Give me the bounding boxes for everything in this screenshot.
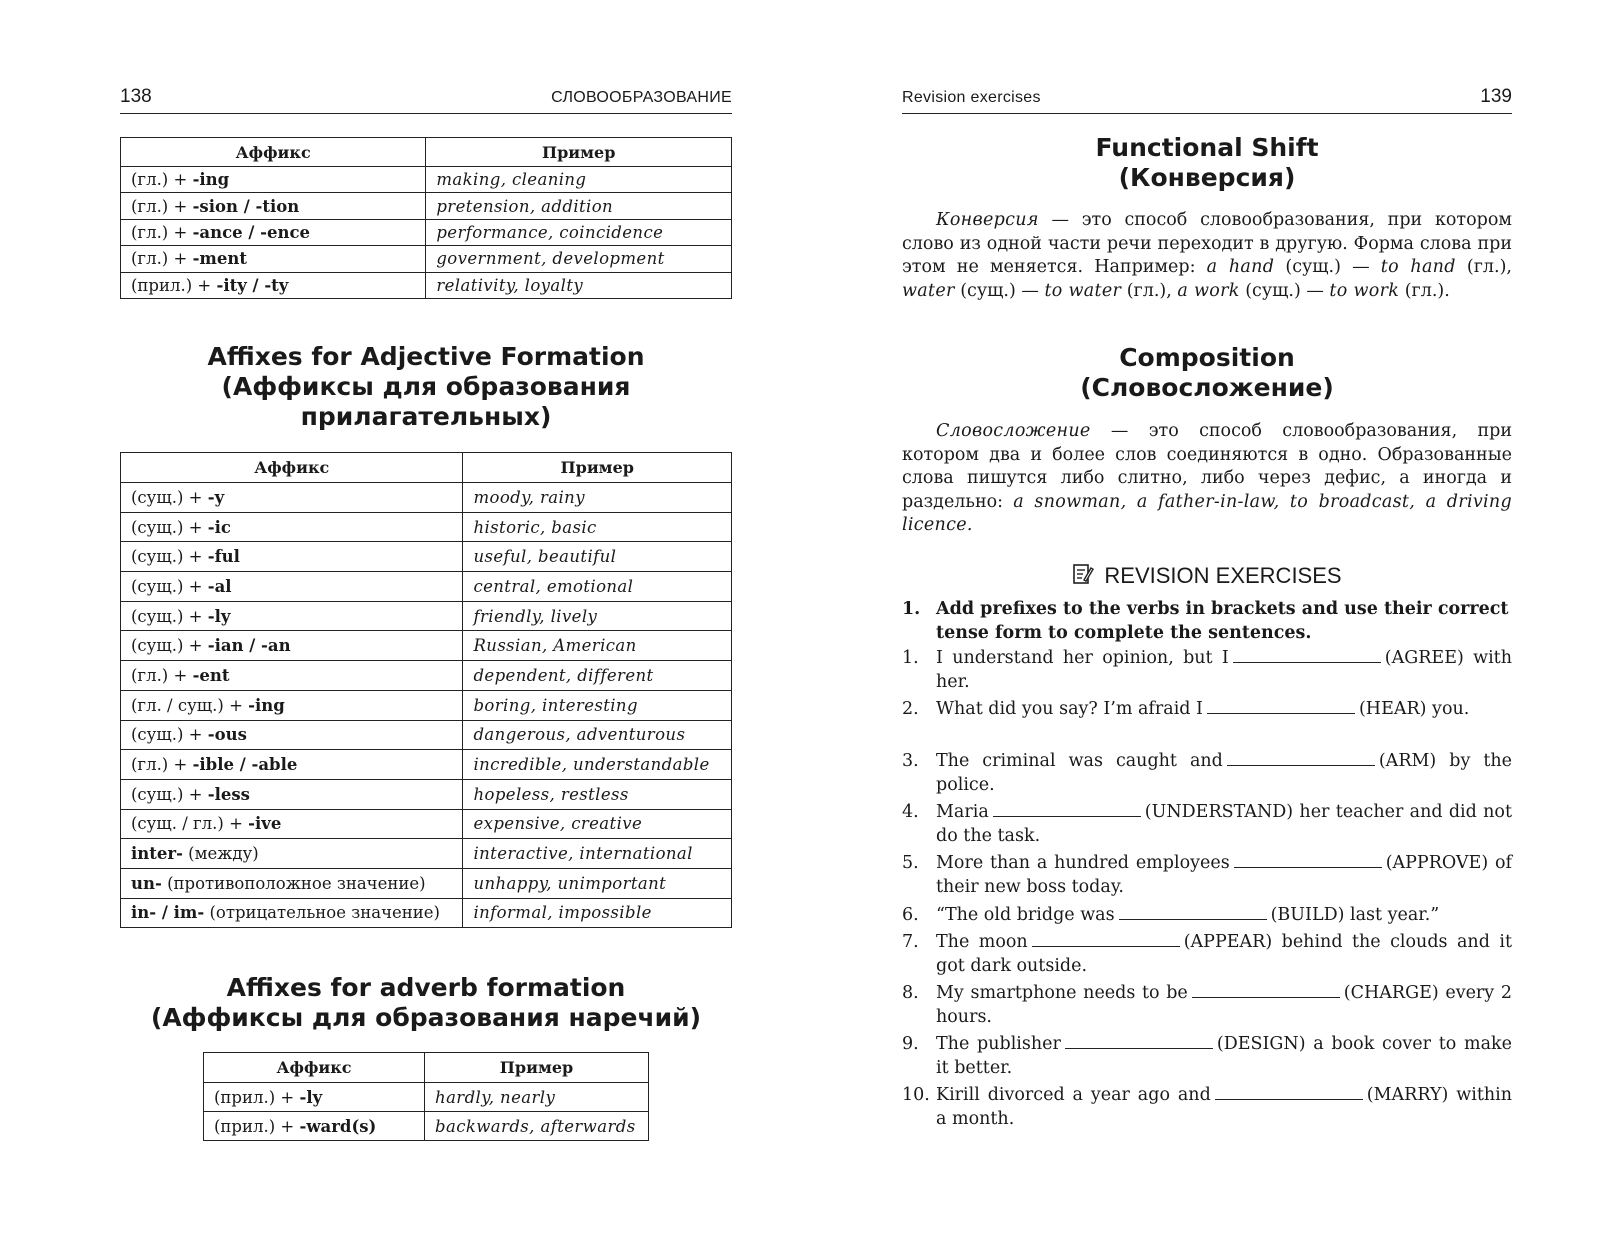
- noun-affix-table: [120, 137, 732, 299]
- answer-blank[interactable]: [1233, 647, 1381, 663]
- table-body: [204, 1083, 649, 1141]
- example-cell: government, development: [426, 246, 732, 272]
- affix: -ward(s): [299, 1116, 377, 1136]
- affix-cell: [121, 193, 426, 219]
- table-row: [121, 483, 732, 513]
- task-instruction: [902, 598, 1512, 645]
- affix-cell: [121, 483, 463, 513]
- example-cell: making, cleaning: [426, 167, 732, 193]
- example-cell: performance, coincidence: [426, 219, 732, 245]
- answer-blank[interactable]: [1227, 750, 1375, 766]
- example-cell: friendly, lively: [463, 601, 732, 631]
- answer-blank[interactable]: [1119, 904, 1267, 920]
- example: a hand: [1206, 257, 1275, 277]
- affix-base: (прил.) +: [214, 1087, 300, 1107]
- exercise-number: 5.: [902, 853, 919, 873]
- composition-paragraph: [902, 420, 1512, 538]
- affix: -ic: [207, 517, 231, 537]
- affix: -ian / -an: [207, 636, 291, 656]
- affix-base: (гл.) +: [131, 170, 193, 190]
- affix-cell: [121, 690, 463, 720]
- table-row: [121, 868, 732, 898]
- affix: -ible / -able: [192, 755, 298, 775]
- exercise-item: [902, 852, 1512, 899]
- affix-cell: [121, 167, 426, 193]
- running-title: Revision exercises: [902, 89, 1041, 106]
- affix: -ing: [248, 695, 285, 715]
- table-body: [121, 167, 732, 299]
- term: Конверсия: [936, 210, 1039, 230]
- exercise-text: [936, 647, 1512, 694]
- example-cell: useful, beautiful: [463, 542, 732, 572]
- answer-blank[interactable]: [1192, 982, 1340, 998]
- affix-cell: [121, 898, 463, 928]
- sentence-start: Maria: [936, 802, 989, 822]
- table-row: [121, 898, 732, 928]
- page-number: 139: [1480, 86, 1512, 107]
- affix: -ing: [192, 170, 230, 190]
- answer-blank[interactable]: [1215, 1084, 1363, 1100]
- exercise-text: [936, 698, 1512, 722]
- paragraph-text: (сущ.) —: [954, 280, 1045, 301]
- example-cell: incredible, understandable: [463, 750, 732, 780]
- composition-title: [902, 343, 1512, 403]
- exercise-number: 7.: [902, 932, 919, 952]
- affix-base: (сущ.) +: [131, 547, 208, 567]
- table-header: Аффикс: [121, 453, 463, 483]
- exercise-number: 3.: [902, 751, 919, 771]
- example-cell: expensive, creative: [463, 809, 732, 839]
- affix-base: (гл. / сущ.) +: [131, 695, 249, 715]
- exercise-text: [936, 904, 1512, 928]
- affix: -ment: [192, 249, 247, 269]
- sentence-start: The criminal was caught and: [936, 751, 1223, 771]
- table-row: [121, 779, 732, 809]
- sentence-start: What did you say? I’m afraid I: [936, 699, 1203, 719]
- task-number: 1.: [902, 599, 921, 619]
- exercise-item: [902, 801, 1512, 848]
- sentence-start: More than a hundred employees: [936, 853, 1230, 873]
- affix-cell: [121, 750, 463, 780]
- table-row: [121, 167, 732, 193]
- example-cell: central, emotional: [463, 572, 732, 602]
- affix-cell: [121, 601, 463, 631]
- table-header: Пример: [425, 1053, 649, 1083]
- affix: un-: [131, 873, 162, 893]
- note-pencil-icon: [1072, 562, 1094, 592]
- table-row: [121, 246, 732, 272]
- example: water: [902, 280, 955, 301]
- example: a work: [1177, 280, 1240, 301]
- exercise-item: [902, 698, 1512, 722]
- example-cell: interactive, international: [463, 839, 732, 869]
- revision-exercises-heading: [902, 562, 1512, 592]
- sentence-start: The publisher: [936, 1034, 1061, 1054]
- example-cell: hopeless, restless: [463, 779, 732, 809]
- example-cell: unhappy, unimportant: [463, 868, 732, 898]
- affix-cell: [121, 631, 463, 661]
- example: to water: [1044, 280, 1122, 301]
- affix-base: (сущ.) +: [131, 487, 208, 507]
- table-row: [121, 661, 732, 691]
- paragraph-text: (сущ.) —: [1274, 257, 1381, 277]
- affix-cell: [121, 779, 463, 809]
- table-row: [121, 690, 732, 720]
- title-en: Affixes for adverb formation: [226, 973, 626, 1002]
- adjective-section-title: [120, 342, 732, 432]
- affix-base: (сущ.) +: [131, 725, 208, 745]
- exercise-item: [902, 750, 1512, 797]
- sentence-end: (CHARGE) every 2 hours.: [936, 983, 1512, 1027]
- affix-base: (сущ.) +: [131, 636, 208, 656]
- table-row: [121, 839, 732, 869]
- sentence-end: (APPROVE) of their new boss today.: [936, 853, 1512, 897]
- affix-base: (гл.) +: [131, 249, 193, 269]
- example-cell: boring, interesting: [463, 690, 732, 720]
- exercise-number: 4.: [902, 802, 919, 822]
- exercise-text: [936, 982, 1512, 1029]
- paragraph-text: (гл.),: [1455, 257, 1512, 277]
- title-ru: (Аффиксы для образования наречий): [150, 1003, 702, 1032]
- affix: -ity / -ty: [216, 275, 289, 295]
- affix-cell: [204, 1112, 425, 1141]
- right-page: [902, 0, 1512, 1258]
- affix-base: (гл.) +: [131, 222, 193, 242]
- revision-heading-text: REVISION EXERCISES: [1104, 563, 1342, 588]
- sentence-end: (HEAR) you.: [1358, 699, 1470, 719]
- affix-note: (противоположное значение): [161, 873, 426, 893]
- adverb-section-title: [120, 973, 732, 1033]
- table-header: Пример: [463, 453, 732, 483]
- affix-cell: [121, 512, 463, 542]
- example-cell: dependent, different: [463, 661, 732, 691]
- affix-note: (отрицательное значение): [204, 903, 440, 923]
- task-text: Add prefixes to the verbs in brackets and use their correct tense form to complete the sentences.: [936, 599, 1509, 643]
- answer-blank[interactable]: [1234, 852, 1382, 868]
- exercise-number: 9.: [902, 1034, 919, 1054]
- sentence-start: Kirill divorced a year ago and: [936, 1085, 1211, 1105]
- affix: -ly: [299, 1087, 323, 1107]
- exercise-text: [936, 931, 1512, 978]
- conversion-title: [902, 133, 1512, 193]
- sentence-start: The moon: [936, 932, 1028, 952]
- sentence-end: (MARRY) within a month.: [936, 1085, 1512, 1129]
- example-cell: historic, basic: [463, 512, 732, 542]
- example-cell: hardly, nearly: [425, 1083, 649, 1112]
- affix: in- / im-: [131, 903, 205, 923]
- paragraph-text: (сущ.) —: [1239, 280, 1330, 301]
- table-row: [204, 1112, 649, 1141]
- term: Словосложение: [936, 421, 1091, 441]
- affix-cell: [121, 839, 463, 869]
- table-row: [121, 631, 732, 661]
- table-header: Аффикс: [121, 138, 426, 167]
- title-en: Composition: [1119, 343, 1295, 372]
- table-row: [121, 272, 732, 298]
- exercise-number: 2.: [902, 699, 919, 719]
- affix: -ent: [192, 665, 230, 685]
- example-cell: dangerous, adventurous: [463, 720, 732, 750]
- example-cell: backwards, afterwards: [425, 1112, 649, 1141]
- affix-cell: [204, 1083, 425, 1112]
- table-row: [121, 720, 732, 750]
- exercise-item: [902, 647, 1512, 694]
- table-row: [121, 572, 732, 602]
- example-cell: informal, impossible: [463, 898, 732, 928]
- exercise-text: [936, 1084, 1512, 1131]
- affix-cell: [121, 272, 426, 298]
- affix-base: (гл.) +: [131, 755, 193, 775]
- table-row: [204, 1083, 649, 1112]
- running-title: СЛОВООБРАЗОВАНИЕ: [551, 89, 732, 106]
- table-row: [121, 512, 732, 542]
- table-row: [121, 219, 732, 245]
- affix-cell: [121, 246, 426, 272]
- affix-base: (сущ. / гл.) +: [131, 814, 249, 834]
- affix-base: (гл.) +: [131, 196, 193, 216]
- exercise-text: [936, 801, 1512, 848]
- affix-cell: [121, 868, 463, 898]
- paragraph-text: (гл.),: [1121, 280, 1178, 301]
- sentence-start: My smartphone needs to be: [936, 983, 1188, 1003]
- table-body: [121, 483, 732, 928]
- affix-note: (между): [182, 844, 259, 864]
- exercise-number: 10.: [902, 1085, 930, 1105]
- affix-cell: [121, 720, 463, 750]
- affix-base: (прил.) +: [214, 1116, 300, 1136]
- title-ru: (Конверсия): [1118, 163, 1296, 192]
- example: to work: [1329, 280, 1400, 301]
- sentence-start: I understand her opinion, but I: [936, 648, 1229, 668]
- affix: -ly: [207, 606, 231, 626]
- exercise-item: [902, 982, 1512, 1029]
- affix: -y: [207, 487, 225, 507]
- table-row: [121, 750, 732, 780]
- example-cell: moody, rainy: [463, 483, 732, 513]
- adverb-affix-table: [203, 1052, 649, 1141]
- exercise-text: [936, 852, 1512, 899]
- title-ru: (Словосложение): [1080, 373, 1334, 402]
- exercise-number: 1.: [902, 648, 919, 668]
- example-cell: pretension, addition: [426, 193, 732, 219]
- exercise-item: [902, 931, 1512, 978]
- affix: -al: [207, 576, 232, 596]
- running-header-left: [120, 86, 732, 114]
- table-row: [121, 542, 732, 572]
- affix: -sion / -tion: [192, 196, 300, 216]
- affix: -ance / -ence: [192, 222, 311, 242]
- affix: inter-: [131, 844, 183, 864]
- table-row: [121, 193, 732, 219]
- affix-cell: [121, 809, 463, 839]
- running-header-right: [902, 86, 1512, 114]
- title-en: Affixes for Adjective Formation: [207, 342, 645, 371]
- affix-cell: [121, 219, 426, 245]
- answer-blank[interactable]: [1207, 698, 1355, 714]
- exercise-item: [902, 1084, 1512, 1131]
- sentence-end: (AGREE) with her.: [936, 648, 1512, 692]
- affix-cell: [121, 572, 463, 602]
- sentence-start: “The old bridge was: [936, 905, 1115, 925]
- exercise-text: [936, 750, 1512, 797]
- title-ru: прилагательных): [300, 402, 552, 431]
- paragraph-text: (гл.).: [1399, 280, 1450, 301]
- sentence-end: (UNDERSTAND) her teacher and did not do the task.: [936, 802, 1512, 846]
- affix-base: (сущ.) +: [131, 576, 208, 596]
- paragraph-text: — это способ словообразования, при котором слово из одной части речи переходит в другую. Форма слова при этом не меняется. Например:: [902, 210, 1512, 277]
- affix-base: (гл.) +: [131, 665, 193, 685]
- affix: -ive: [248, 814, 282, 834]
- table-row: [121, 809, 732, 839]
- exercise-number: 8.: [902, 983, 919, 1003]
- exercise-text: [936, 1033, 1512, 1080]
- affix-cell: [121, 661, 463, 691]
- title-en: Functional Shift: [1095, 133, 1319, 162]
- conversion-paragraph: [902, 209, 1512, 303]
- example: to hand: [1380, 257, 1456, 277]
- affix-base: (прил.) +: [131, 275, 217, 295]
- affix-base: (сущ.) +: [131, 606, 208, 626]
- exercise-number: 6.: [902, 905, 919, 925]
- affix: -ful: [207, 547, 240, 567]
- exercise-item: [902, 1033, 1512, 1080]
- sentence-end: (APPEAR) behind the clouds and it got dark outside.: [936, 932, 1512, 976]
- example: a snowman, a father-in-law, to broadcast, a driving licence.: [902, 491, 1513, 535]
- table-header: Аффикс: [204, 1053, 425, 1083]
- left-page: [120, 0, 732, 1258]
- paragraph-text: — это способ словообразования, при котором два и более слов соединяются в одно. Образованные слова пишутся либо слитно, либо через дефис, а иногда и раздельно:: [902, 421, 1512, 512]
- answer-blank[interactable]: [1032, 931, 1180, 947]
- page-number: 138: [120, 86, 152, 107]
- affix-cell: [121, 542, 463, 572]
- adjective-affix-table: [120, 452, 732, 928]
- example-cell: relativity, loyalty: [426, 272, 732, 298]
- title-ru: (Аффиксы для образования: [221, 372, 631, 401]
- answer-blank[interactable]: [993, 801, 1141, 817]
- affix: -less: [207, 784, 250, 804]
- answer-blank[interactable]: [1065, 1033, 1213, 1049]
- affix: -ous: [207, 725, 247, 745]
- sentence-end: (DESIGN) a book cover to make it better.: [936, 1034, 1512, 1078]
- sentence-end: (BUILD) last year.”: [1270, 905, 1440, 925]
- example-cell: Russian, American: [463, 631, 732, 661]
- sentence-end: (ARM) by the police.: [936, 751, 1512, 795]
- table-row: [121, 601, 732, 631]
- affix-base: (сущ.) +: [131, 517, 208, 537]
- affix-base: (сущ.) +: [131, 784, 208, 804]
- exercise-item: [902, 904, 1512, 928]
- table-header: Пример: [426, 138, 732, 167]
